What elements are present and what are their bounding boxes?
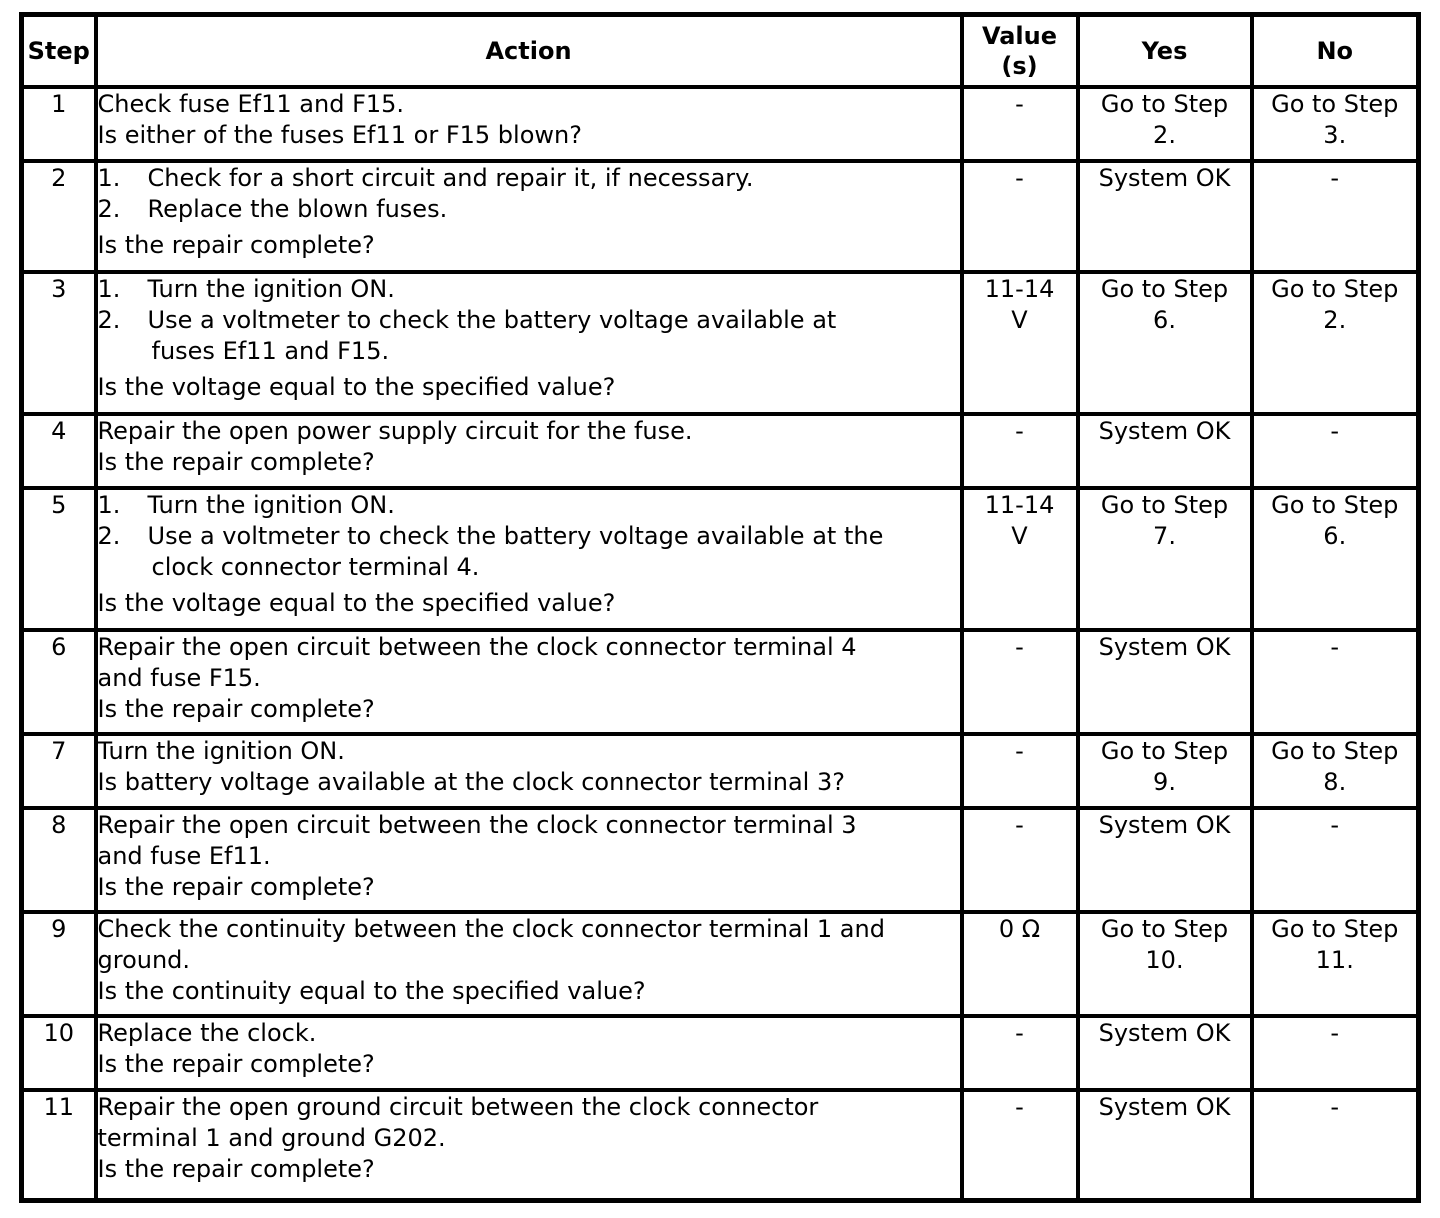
diagnostic-table	[19, 12, 1421, 1203]
yes-cell-text: Go to Step	[1100, 737, 1229, 766]
value-cell-text: 0 Ω	[998, 915, 1041, 944]
action-item-number: 2.	[97, 521, 121, 550]
value-cell-text: -	[1015, 416, 1024, 445]
yes-cell-text: Go to Step	[1100, 490, 1229, 519]
yes-cell-text: 9.	[1153, 768, 1176, 797]
step-cell: 4	[22, 414, 96, 488]
yes-cell-text: Go to Step	[1100, 915, 1229, 944]
action-question: Is the continuity equal to the specified value?	[97, 977, 646, 1006]
table-row	[22, 630, 1419, 734]
yes-cell-text: System OK	[1098, 163, 1231, 192]
value-cell	[962, 808, 1078, 912]
action-list	[98, 163, 960, 225]
step-cell: 11	[22, 1090, 96, 1200]
value-cell-text: -	[1015, 632, 1024, 661]
no-cell-text: Go to Step	[1271, 737, 1399, 766]
action-question: Is the repair complete?	[97, 873, 375, 902]
no-cell	[1252, 272, 1419, 414]
value-cell-text: 11-14	[984, 274, 1055, 303]
action-item-text: Turn the ignition ON.	[147, 274, 395, 303]
value-cell	[962, 414, 1078, 488]
header-no: No	[1252, 15, 1419, 87]
action-item-text: Use a voltmeter to check the battery voltage available at	[147, 305, 837, 334]
value-cell	[962, 630, 1078, 734]
yes-cell	[1078, 630, 1252, 734]
yes-cell	[1078, 161, 1252, 272]
value-cell	[962, 1016, 1078, 1090]
no-cell-text: 2.	[1323, 305, 1347, 334]
no-cell	[1252, 808, 1419, 912]
action-list-item	[98, 521, 960, 583]
table-row	[22, 488, 1419, 630]
action-list-item	[98, 274, 960, 305]
action-cell	[96, 912, 962, 1016]
no-cell-text: -	[1330, 811, 1340, 840]
header-value	[962, 15, 1078, 87]
value-cell-text: -	[1015, 163, 1024, 192]
header-value-line2: (s)	[1001, 51, 1038, 80]
value-cell	[962, 488, 1078, 630]
action-text: and fuse F15.	[97, 663, 261, 692]
action-cell	[96, 272, 962, 414]
no-cell-text: Go to Step	[1271, 490, 1399, 519]
action-text: Repair the open power supply circuit for the fuse.	[97, 416, 693, 445]
value-cell-text: -	[1015, 737, 1024, 766]
action-text: Repair the open circuit between the clock connector terminal 3	[97, 811, 857, 840]
action-item-text: fuses Ef11 and F15.	[151, 336, 390, 365]
value-cell-text: -	[1015, 1093, 1024, 1122]
action-question: Is either of the fuses Ef11 or F15 blown?	[97, 120, 582, 149]
step-cell: 7	[22, 734, 96, 808]
no-cell-text: 6.	[1323, 521, 1347, 550]
value-cell-text: -	[1015, 1019, 1024, 1048]
no-cell	[1252, 630, 1419, 734]
yes-cell	[1078, 808, 1252, 912]
header-row	[22, 15, 1419, 87]
action-list	[98, 490, 960, 583]
action-question: Is the repair complete?	[97, 230, 375, 259]
step-cell: 6	[22, 630, 96, 734]
yes-cell	[1078, 414, 1252, 488]
action-item-number: 1.	[97, 490, 121, 519]
action-cell	[96, 1016, 962, 1090]
yes-cell-text: Go to Step	[1100, 274, 1229, 303]
no-cell-text: -	[1330, 163, 1340, 192]
value-cell-text: -	[1015, 89, 1024, 118]
no-cell-text: -	[1330, 1093, 1340, 1122]
yes-cell	[1078, 1090, 1252, 1200]
no-cell-text: 8.	[1323, 768, 1347, 797]
action-item-number: 2.	[97, 305, 121, 334]
action-text: Repair the open ground circuit between the clock connector	[97, 1093, 819, 1122]
header-action: Action	[96, 15, 962, 87]
step-cell: 8	[22, 808, 96, 912]
action-text: terminal 1 and ground G202.	[97, 1124, 446, 1153]
header-value-line1: Value	[981, 21, 1058, 50]
value-cell-text: V	[1011, 305, 1028, 334]
no-cell	[1252, 414, 1419, 488]
action-text: Replace the clock.	[97, 1019, 317, 1048]
action-list	[98, 274, 960, 367]
value-cell-text: V	[1011, 521, 1028, 550]
action-item-number: 1.	[97, 163, 121, 192]
table-body	[22, 87, 1419, 1201]
yes-cell	[1078, 272, 1252, 414]
value-cell-text: -	[1015, 811, 1024, 840]
step-cell: 5	[22, 488, 96, 630]
action-list-item	[98, 163, 960, 194]
yes-cell-text: 7.	[1153, 521, 1176, 550]
yes-cell-text: 10.	[1145, 946, 1184, 975]
no-cell	[1252, 734, 1419, 808]
value-cell	[962, 272, 1078, 414]
step-cell: 10	[22, 1016, 96, 1090]
action-question: Is the repair complete?	[97, 1155, 375, 1184]
step-cell: 2	[22, 161, 96, 272]
yes-cell	[1078, 488, 1252, 630]
value-cell	[962, 912, 1078, 1016]
yes-cell-text: System OK	[1098, 1019, 1231, 1048]
value-cell	[962, 161, 1078, 272]
no-cell	[1252, 1016, 1419, 1090]
action-cell	[96, 488, 962, 630]
action-text: Check fuse Ef11 and F15.	[97, 89, 405, 118]
yes-cell-text: System OK	[1098, 1093, 1231, 1122]
yes-cell-text: 6.	[1153, 305, 1176, 334]
action-cell	[96, 1090, 962, 1200]
action-list-item	[98, 490, 960, 521]
action-cell	[96, 808, 962, 912]
yes-cell-text: System OK	[1098, 811, 1231, 840]
no-cell	[1252, 161, 1419, 272]
step-cell: 3	[22, 272, 96, 414]
yes-cell-text: System OK	[1098, 632, 1231, 661]
action-text: Turn the ignition ON.	[97, 737, 345, 766]
value-cell	[962, 87, 1078, 161]
action-question: Is battery voltage available at the clock connector terminal 3?	[97, 768, 845, 797]
no-cell	[1252, 912, 1419, 1016]
action-item-text: Turn the ignition ON.	[147, 490, 395, 519]
action-question: Is the voltage equal to the specified value?	[97, 588, 616, 617]
yes-cell	[1078, 734, 1252, 808]
action-question: Is the repair complete?	[97, 1050, 375, 1079]
action-cell	[96, 161, 962, 272]
action-item-number: 2.	[97, 194, 121, 223]
no-cell	[1252, 1090, 1419, 1200]
table-row	[22, 734, 1419, 808]
no-cell-text: Go to Step	[1271, 274, 1399, 303]
no-cell-text: Go to Step	[1271, 89, 1399, 118]
action-item-number: 1.	[97, 274, 121, 303]
no-cell	[1252, 488, 1419, 630]
no-cell-text: Go to Step	[1271, 915, 1399, 944]
table-row	[22, 1016, 1419, 1090]
step-cell: 1	[22, 87, 96, 161]
action-item-text: Replace the blown fuses.	[147, 194, 448, 223]
action-item-text: clock connector terminal 4.	[151, 552, 480, 581]
action-cell	[96, 630, 962, 734]
no-cell-text: -	[1330, 1019, 1340, 1048]
step-cell: 9	[22, 912, 96, 1016]
action-cell	[96, 734, 962, 808]
value-cell	[962, 734, 1078, 808]
value-cell-text: 11-14	[984, 490, 1055, 519]
yes-cell-text: System OK	[1098, 416, 1231, 445]
no-cell-text: -	[1330, 416, 1340, 445]
yes-cell-text: Go to Step	[1100, 89, 1229, 118]
table-row	[22, 272, 1419, 414]
action-cell	[96, 414, 962, 488]
action-cell	[96, 87, 962, 161]
no-cell-text: -	[1330, 632, 1340, 661]
action-text: Check the continuity between the clock connector terminal 1 and	[97, 915, 885, 944]
no-cell-text: 3.	[1323, 120, 1347, 149]
action-text: ground.	[97, 946, 191, 975]
action-question: Is the voltage equal to the specified value?	[97, 372, 616, 401]
action-item-text: Check for a short circuit and repair it, if necessary.	[147, 163, 754, 192]
yes-cell	[1078, 87, 1252, 161]
action-item-text: Use a voltmeter to check the battery voltage available at the	[147, 521, 884, 550]
yes-cell	[1078, 1016, 1252, 1090]
table-row	[22, 808, 1419, 912]
header-step: Step	[22, 15, 96, 87]
action-text: Repair the open circuit between the clock connector terminal 4	[97, 632, 857, 661]
no-cell	[1252, 87, 1419, 161]
yes-cell	[1078, 912, 1252, 1016]
action-question: Is the repair complete?	[97, 694, 375, 723]
table-row	[22, 87, 1419, 161]
header-yes: Yes	[1078, 15, 1252, 87]
table-row	[22, 414, 1419, 488]
action-question: Is the repair complete?	[97, 447, 375, 476]
table-row	[22, 912, 1419, 1016]
action-list-item	[98, 305, 960, 367]
action-list-item	[98, 194, 960, 225]
value-cell	[962, 1090, 1078, 1200]
table-row	[22, 1090, 1419, 1200]
table-row	[22, 161, 1419, 272]
action-text: and fuse Ef11.	[97, 842, 271, 871]
yes-cell-text: 2.	[1153, 120, 1176, 149]
no-cell-text: 11.	[1315, 946, 1354, 975]
